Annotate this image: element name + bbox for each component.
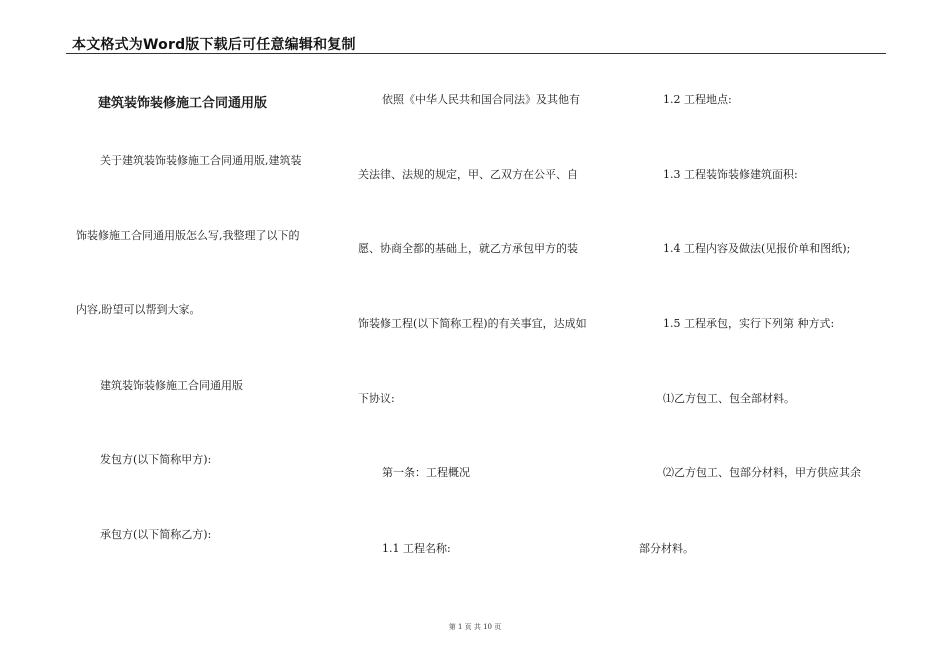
paragraph-line: 部分材料。 xyxy=(639,542,694,555)
paragraph-line: 愿、协商全都的基础上，就乙方承包甲方的装 xyxy=(358,242,578,255)
paragraph-line: 建筑装饰装修施工合同通用版 xyxy=(100,379,243,392)
header-divider xyxy=(66,53,886,54)
paragraph-line: 依照《中华人民共和国合同法》及其他有 xyxy=(382,93,580,106)
section-heading: 第一条：工程概况 xyxy=(382,466,470,479)
paragraph-line: 关法律、法规的规定，甲、乙双方在公平、自 xyxy=(358,168,578,181)
paragraph-line: 发包方(以下简称甲方): xyxy=(100,453,212,466)
paragraph-line: 饰装修施工合同通用版怎么写,我整理了以下的 xyxy=(76,229,300,242)
paragraph-line: 1.3 工程装饰装修建筑面积: xyxy=(663,168,798,181)
paragraph-line: 1.5 工程承包，实行下列第 种方式: xyxy=(663,317,835,330)
paragraph-line: 承包方(以下简称乙方): xyxy=(100,528,212,541)
paragraph-line: 下协议: xyxy=(358,392,395,405)
document-header-title: 本文格式为Word版下载后可任意编辑和复制 xyxy=(72,37,356,53)
paragraph-line: 内容,盼望可以帮到大家。 xyxy=(76,303,201,316)
page-number: 第 1 页 共 10 页 xyxy=(448,623,502,631)
paragraph-line: 关于建筑装饰装修施工合同通用版,建筑装 xyxy=(100,154,302,167)
paragraph-line: 1.4 工程内容及做法(见报价单和图纸); xyxy=(663,242,851,255)
paragraph-line: 1.2 工程地点: xyxy=(663,93,732,106)
paragraph-line: ⑴乙方包工、包全部材料。 xyxy=(663,392,795,405)
paragraph-line: 饰装修工程(以下简称工程)的有关事宜，达成如 xyxy=(358,317,587,330)
contract-title: 建筑装饰装修施工合同通用版 xyxy=(98,96,268,111)
paragraph-line: 1.1 工程名称: xyxy=(382,542,451,555)
paragraph-line: ⑵乙方包工、包部分材料，甲方供应其余 xyxy=(663,466,861,479)
